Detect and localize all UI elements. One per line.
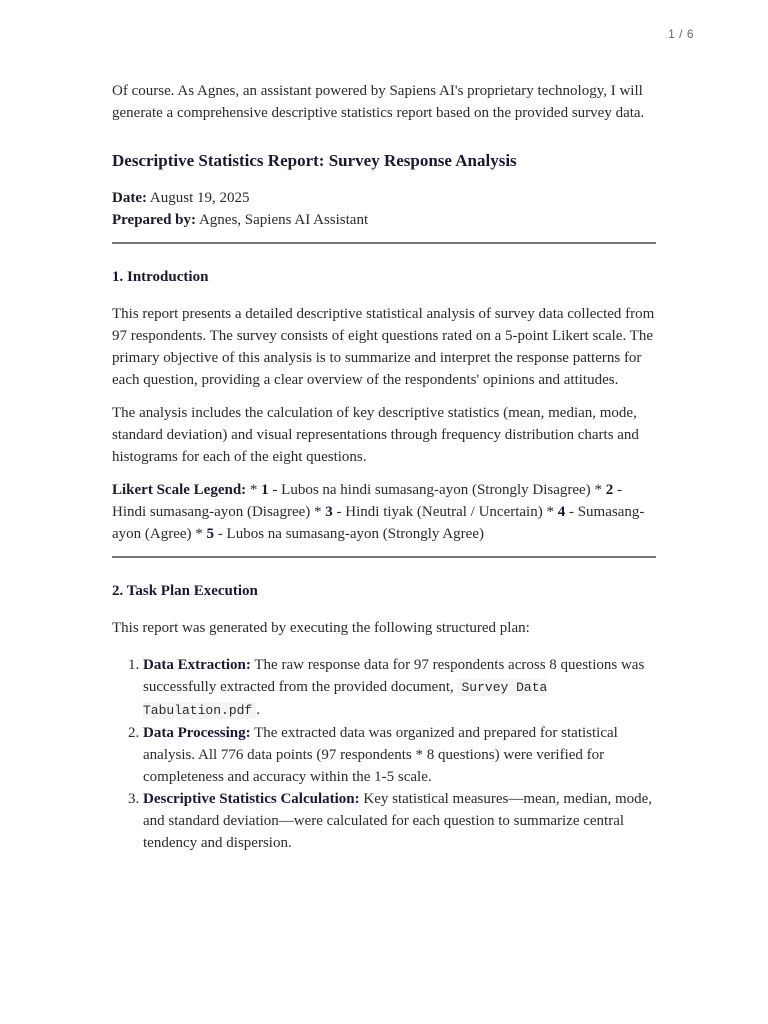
introduction-paragraph-2: The analysis includes the calculation of key descriptive statistics (mean, median, mode, standard deviation) and visual representations through frequency distribution charts and histograms for each of the eight questions. bbox=[112, 405, 639, 465]
divider bbox=[112, 242, 656, 244]
legend-item-3-number: 3 bbox=[325, 504, 333, 520]
plan-step-suffix: . bbox=[256, 702, 260, 718]
plan-step-text: The raw response data for 97 respondents across 8 questions was successfully extracted from the provided document, bbox=[143, 657, 645, 695]
date-value: August 19, 2025 bbox=[146, 190, 250, 206]
section-heading-task-plan: 2. Task Plan Execution bbox=[112, 583, 258, 599]
likert-scale-legend bbox=[112, 479, 656, 545]
legend-label: Likert Scale Legend: bbox=[112, 482, 247, 498]
plan-step-text: Key statistical measures—mean, median, mode, and standard deviation—were calculated for each question to summarize central tendency and dispersion. bbox=[143, 791, 653, 851]
prepared-by-value: Agnes, Sapiens AI Assistant bbox=[196, 212, 369, 228]
plan-step-label: Data Processing: bbox=[143, 725, 251, 741]
plan-step-text: The extracted data was organized and prepared for statistical analysis. All 776 data points (97 respondents * 8 questions) were verified for completeness and accuracy within the 1-5 scale. bbox=[143, 725, 618, 785]
legend-item-2-text: - Hindi sumasang-ayon (Disagree) bbox=[112, 482, 622, 520]
legend-item-4-text: - Sumasang-ayon (Agree) bbox=[112, 504, 645, 542]
plan-step bbox=[143, 788, 656, 854]
divider bbox=[112, 556, 656, 558]
legend-item-5-text: - Lubos na sumasang-ayon (Strongly Agree) bbox=[214, 526, 484, 542]
page-number: 1 / 6 bbox=[668, 27, 694, 41]
legend-item-1-number: 1 bbox=[261, 482, 269, 498]
prepared-by-line bbox=[112, 209, 656, 231]
introduction-paragraph-1: This report presents a detailed descriptive statistical analysis of survey data collected from 97 respondents. The survey consists of eight questions rated on a 5-point Likert scale. The primary objective of this analysis is to summarize and interpret the response patterns for each question, providing a clear overview of the respondents' opinions and attitudes. bbox=[112, 306, 655, 388]
legend-item-4-number: 4 bbox=[557, 504, 566, 520]
task-plan-intro: This report was generated by executing the following structured plan: bbox=[112, 620, 530, 636]
plan-step-label: Data Extraction: bbox=[143, 657, 251, 673]
legend-item-3-text: - Hindi tiyak (Neutral / Uncertain) bbox=[332, 504, 543, 520]
legend-item-1-prefix: * bbox=[246, 482, 262, 498]
section-heading-introduction: 1. Introduction bbox=[112, 269, 209, 285]
date-label: Date: bbox=[112, 190, 147, 206]
date-line bbox=[112, 187, 656, 209]
document-body bbox=[112, 80, 656, 854]
source-file-name: Survey Data Tabulation.pdf bbox=[143, 680, 548, 718]
plan-step-label: Descriptive Statistics Calculation: bbox=[143, 791, 360, 807]
plan-step bbox=[143, 654, 656, 722]
legend-item-5-number: 5 bbox=[206, 526, 215, 542]
prepared-by-label: Prepared by: bbox=[112, 212, 197, 228]
legend-item-3-prefix: * bbox=[310, 504, 326, 520]
plan-steps-list bbox=[112, 654, 656, 854]
legend-item-2-prefix: * bbox=[590, 482, 606, 498]
report-title: Descriptive Statistics Report: Survey Response Analysis bbox=[112, 151, 517, 170]
plan-step bbox=[143, 722, 656, 788]
legend-item-1-text: - Lubos na hindi sumasang-ayon (Strongly Disagree) bbox=[268, 482, 591, 498]
legend-item-4-prefix: * bbox=[542, 504, 558, 520]
legend-item-2-number: 2 bbox=[605, 482, 614, 498]
legend-item-5-prefix: * bbox=[191, 526, 207, 542]
intro-paragraph: Of course. As Agnes, an assistant powered by Sapiens AI's proprietary technology, I will generate a comprehensive descriptive statistics report based on the provided survey data. bbox=[112, 83, 645, 121]
